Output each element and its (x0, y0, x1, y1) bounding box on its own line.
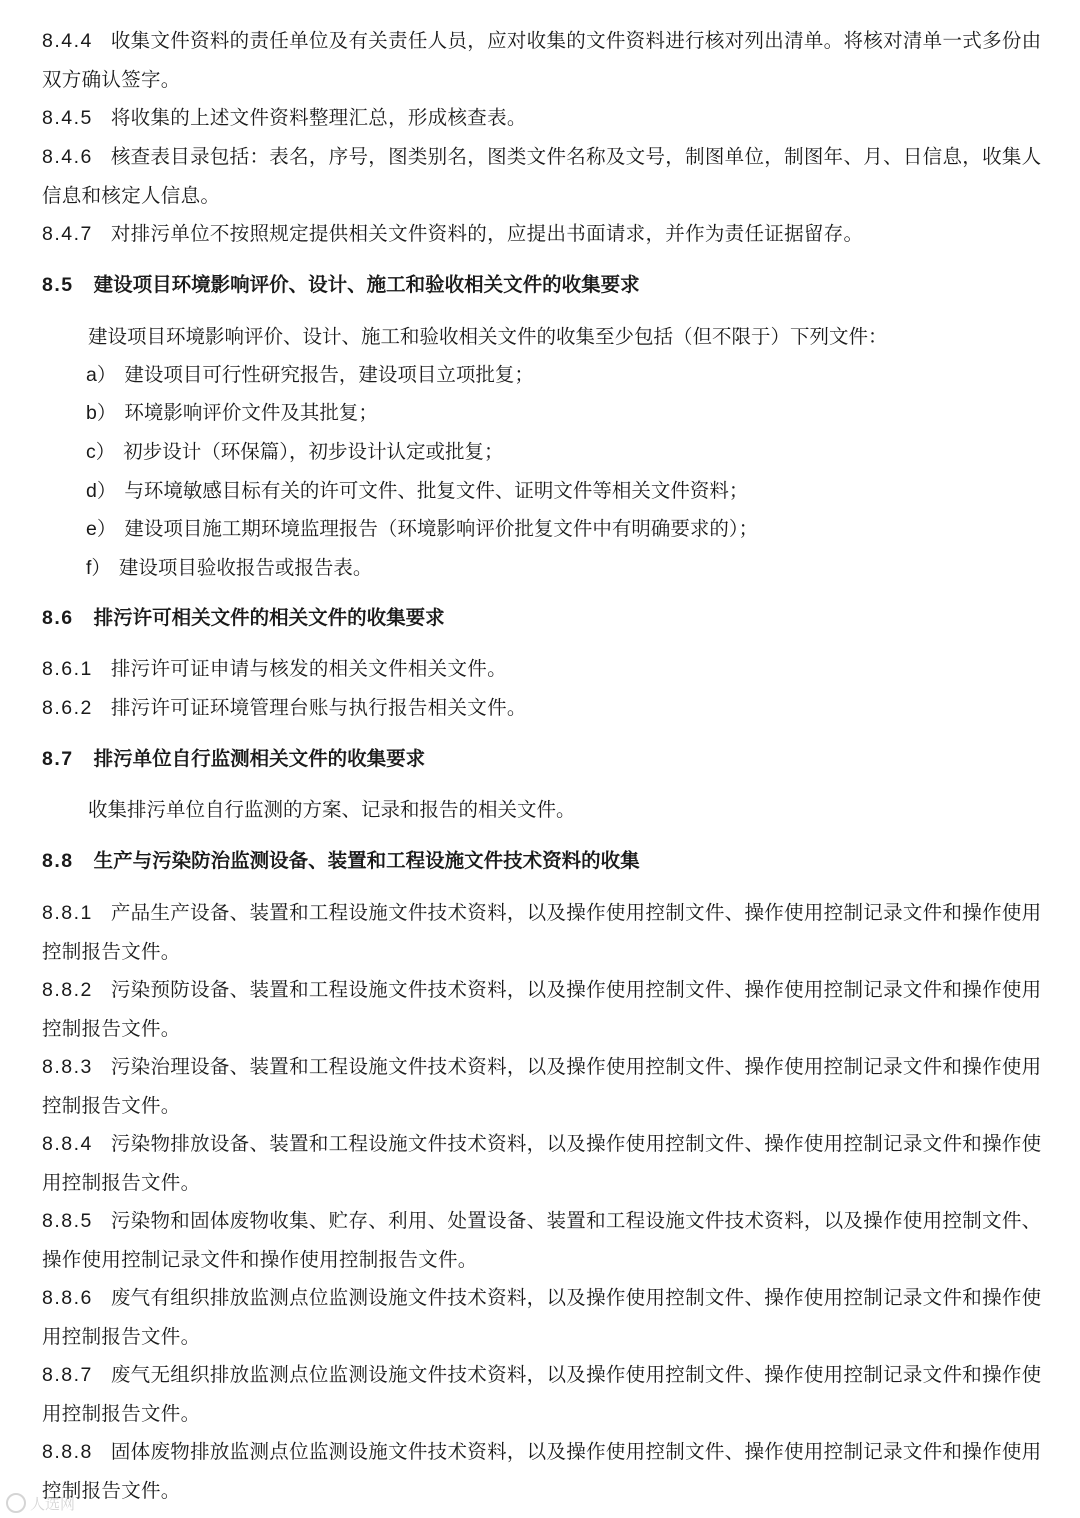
section-heading-8-6 (42, 599, 1042, 637)
clause-number: 8.4.6 (42, 146, 93, 168)
clause-text: 核查表目录包括：表名，序号，图类别名，图类文件名称及文号，制图单位，制图年、月、日信息，收集人信息和核定人信息。 (42, 145, 1042, 207)
clause-number: 8.4.5 (42, 107, 93, 129)
clause-text: 产品生产设备、装置和工程设施文件技术资料，以及操作使用控制文件、操作使用控制记录文件和操作使用控制报告文件。 (42, 901, 1042, 963)
clause-8-6-1 (42, 650, 1042, 689)
list-text: 建设项目施工期环境监理报告（环境影响评价批复文件中有明确要求的）； (124, 517, 759, 540)
list-marker: a） (86, 364, 117, 386)
clause-number: 8.8.3 (42, 1056, 93, 1078)
section-title: 生产与污染防治监测设备、装置和工程设施文件技术资料的收集 (93, 849, 640, 872)
clause-number: 8.8.5 (42, 1210, 93, 1232)
clause-number: 8.8.8 (42, 1441, 93, 1463)
clause-number: 8.8.7 (42, 1364, 93, 1386)
clause-text: 污染治理设备、装置和工程设施文件技术资料，以及操作使用控制文件、操作使用控制记录文件和操作使用控制报告文件。 (42, 1055, 1042, 1117)
clause-8-4-4 (42, 22, 1042, 99)
clause-text: 污染物排放设备、装置和工程设施文件技术资料，以及操作使用控制文件、操作使用控制记录文件和操作使用控制报告文件。 (42, 1132, 1042, 1194)
section-number: 8.8 (42, 850, 74, 872)
section-number: 8.6 (42, 607, 74, 629)
clause-8-8-1 (42, 894, 1042, 971)
clause-8-8-6 (42, 1279, 1042, 1356)
clause-number: 8.8.6 (42, 1287, 93, 1309)
clause-8-4-6 (42, 138, 1042, 215)
section-title: 排污单位自行监测相关文件的收集要求 (93, 747, 426, 770)
clause-text: 污染物和固体废物收集、贮存、利用、处置设备、装置和工程设施文件技术资料，以及操作使用控制文件、操作使用控制记录文件和操作使用控制报告文件。 (42, 1209, 1042, 1271)
clause-number: 8.8.1 (42, 902, 93, 924)
list-text: 建设项目验收报告或报告表。 (118, 556, 373, 579)
list-item-f (86, 549, 1036, 587)
clause-text: 污染预防设备、装置和工程设施文件技术资料，以及操作使用控制文件、操作使用控制记录文件和操作使用控制报告文件。 (42, 978, 1042, 1040)
clause-number: 8.6.1 (42, 658, 93, 680)
list-item-d (86, 472, 1036, 510)
clause-8-6-2 (42, 689, 1042, 728)
watermark-logo (4, 1490, 124, 1516)
section-intro: 建设项目环境影响评价、设计、施工和验收相关文件的收集至少包括（但不限于）下列文件： (88, 325, 888, 348)
list-marker: b） (86, 402, 117, 424)
list-item-c (86, 433, 1036, 471)
clause-number: 8.4.7 (42, 223, 93, 245)
clause-8-8-7 (42, 1356, 1042, 1433)
list-marker: e） (86, 518, 117, 540)
list-item-a (86, 356, 1036, 394)
watermark-text: 人选网 (30, 1495, 76, 1513)
clause-number: 8.6.2 (42, 697, 93, 719)
clause-number: 8.8.2 (42, 979, 93, 1001)
list-marker: c） (86, 441, 116, 463)
clause-8-4-5 (42, 99, 1042, 138)
section-number: 8.7 (42, 748, 74, 770)
list-marker: d） (86, 480, 117, 502)
clause-text: 废气有组织排放监测点位监测设施文件技术资料，以及操作使用控制文件、操作使用控制记录文件和操作使用控制报告文件。 (42, 1286, 1042, 1348)
clause-8-8-3 (42, 1048, 1042, 1125)
clause-number: 8.8.4 (42, 1133, 93, 1155)
list-text: 初步设计（环保篇），初步设计认定或批复； (123, 440, 504, 463)
section-paragraph: 收集排污单位自行监测的方案、记录和报告的相关文件。 (88, 798, 576, 821)
list-text: 与环境敏感目标有关的许可文件、批复文件、证明文件等相关文件资料； (124, 479, 749, 502)
section-heading-8-8 (42, 842, 1042, 880)
section-heading-8-5 (42, 266, 1042, 304)
clause-8-8-8 (42, 1433, 1042, 1510)
clause-text: 固体废物排放监测点位监测设施文件技术资料，以及操作使用控制文件、操作使用控制记录文件和操作使用控制报告文件。 (42, 1440, 1042, 1502)
list-text: 建设项目可行性研究报告，建设项目立项批复； (124, 363, 534, 386)
list-item-b (86, 394, 1036, 432)
clause-8-8-5 (42, 1202, 1042, 1279)
clause-text: 将收集的上述文件资料整理汇总，形成核查表。 (110, 106, 527, 129)
section-number: 8.5 (42, 274, 74, 296)
section-title: 排污许可相关文件的相关文件的收集要求 (93, 606, 445, 629)
clause-number: 8.4.4 (42, 30, 93, 52)
clause-text: 废气无组织排放监测点位监测设施文件技术资料，以及操作使用控制文件、操作使用控制记录文件和操作使用控制报告文件。 (42, 1363, 1042, 1425)
list-text: 环境影响评价文件及其批复； (124, 401, 378, 424)
clause-8-8-2 (42, 971, 1042, 1048)
section-title: 建设项目环境影响评价、设计、施工和验收相关文件的收集要求 (93, 273, 640, 296)
clause-text: 收集文件资料的责任单位及有关责任人员，应对收集的文件资料进行核对列出清单。将核对清单一式多份由双方确认签字。 (42, 29, 1042, 91)
list-marker: f） (86, 557, 111, 579)
clause-text: 对排污单位不按照规定提供相关文件资料的，应提出书面请求，并作为责任证据留存。 (110, 222, 864, 245)
list-item-e (86, 510, 1036, 548)
clause-8-4-7 (42, 215, 1042, 254)
clause-8-8-4 (42, 1125, 1042, 1202)
clause-text: 排污许可证环境管理台账与执行报告相关文件。 (110, 696, 527, 719)
clause-text: 排污许可证申请与核发的相关文件相关文件。 (110, 657, 507, 680)
section-heading-8-7 (42, 740, 1042, 778)
